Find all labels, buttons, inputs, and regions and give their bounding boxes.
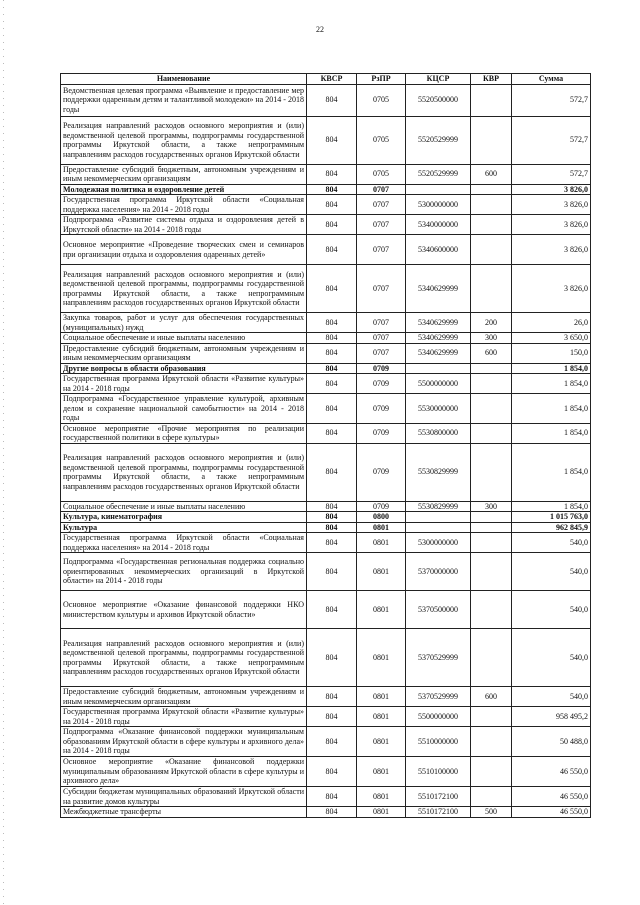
- cell-kvsr: 804: [307, 215, 357, 235]
- cell-kvr: [471, 727, 512, 757]
- cell-sum: 572,7: [512, 84, 591, 116]
- cell-kcsr: 5370500000: [406, 591, 471, 629]
- cell-kvsr: 804: [307, 757, 357, 787]
- cell-kvr: 600: [471, 164, 512, 184]
- cell-kvr: [471, 363, 512, 374]
- cell-rzpr: 0709: [357, 501, 406, 512]
- table-row: [61, 501, 591, 512]
- cell-kvr: [471, 553, 512, 591]
- cell-kvsr: 804: [307, 501, 357, 512]
- cell-kvr: [471, 394, 512, 424]
- cell-kvr: [471, 443, 512, 501]
- cell-rzpr: 0801: [357, 553, 406, 591]
- cell-sum: 3 826,0: [512, 184, 591, 195]
- cell-kvr: [471, 84, 512, 116]
- cell-name: Предоставление субсидий бюджетным, автономным учреждениям и иным некоммерческим организациям: [61, 687, 307, 707]
- cell-rzpr: 0709: [357, 443, 406, 501]
- cell-kcsr: [406, 512, 471, 523]
- cell-name: Государственная программа Иркутской области «Социальная поддержка населения» на 2014 - 2018 годы: [61, 533, 307, 553]
- table-row: [61, 512, 591, 523]
- cell-kvsr: 804: [307, 423, 357, 443]
- cell-name: Молодежная политика и оздоровление детей: [61, 184, 307, 195]
- table-header-row: [61, 74, 591, 85]
- cell-kvr: 500: [471, 807, 512, 818]
- cell-sum: 1 854,0: [512, 374, 591, 394]
- cell-kvsr: 804: [307, 164, 357, 184]
- table-row: [61, 313, 591, 333]
- table-row: [61, 787, 591, 807]
- cell-rzpr: 0705: [357, 116, 406, 164]
- cell-kvsr: 804: [307, 687, 357, 707]
- cell-kvsr: 804: [307, 333, 357, 344]
- table-row: [61, 343, 591, 363]
- table-row: [61, 215, 591, 235]
- cell-kvsr: 804: [307, 591, 357, 629]
- cell-name: Субсидии бюджетам муниципальных образований Иркутской области на развитие домов культуры: [61, 787, 307, 807]
- table-row: [61, 591, 591, 629]
- cell-kvsr: 804: [307, 522, 357, 533]
- cell-kcsr: 5500000000: [406, 374, 471, 394]
- cell-rzpr: 0707: [357, 343, 406, 363]
- cell-kcsr: 5500000000: [406, 707, 471, 727]
- cell-kvr: 600: [471, 687, 512, 707]
- cell-kvsr: 804: [307, 116, 357, 164]
- cell-sum: 540,0: [512, 553, 591, 591]
- cell-kvsr: 804: [307, 343, 357, 363]
- cell-kcsr: 5510000000: [406, 727, 471, 757]
- cell-kvr: [471, 184, 512, 195]
- table-row: [61, 195, 591, 215]
- table-body: [61, 84, 591, 817]
- cell-kvr: [471, 787, 512, 807]
- cell-name: Государственная программа Иркутской области «Развитие культуры» на 2014 - 2018 годы: [61, 374, 307, 394]
- cell-kvr: [471, 423, 512, 443]
- cell-kvr: [471, 512, 512, 523]
- page-number: 22: [316, 25, 324, 34]
- cell-name: Предоставление субсидий бюджетным, автономным учреждениям и иным некоммерческим организациям: [61, 343, 307, 363]
- cell-kvr: [471, 374, 512, 394]
- table-row: [61, 116, 591, 164]
- cell-name: Основное мероприятие «Проведение творческих смен и семинаров при организации отдыха и оздоровления одаренных детей»: [61, 235, 307, 265]
- cell-kcsr: 5340629999: [406, 265, 471, 313]
- cell-name: Подпрограмма «Развитие системы отдыха и оздоровления детей в Иркутской области» на 2014 - 2018 годы: [61, 215, 307, 235]
- cell-kcsr: 5370529999: [406, 629, 471, 687]
- cell-rzpr: 0707: [357, 265, 406, 313]
- cell-rzpr: 0709: [357, 394, 406, 424]
- cell-kvsr: 804: [307, 313, 357, 333]
- cell-sum: 1 854,0: [512, 363, 591, 374]
- cell-kvsr: 804: [307, 512, 357, 523]
- cell-kvr: [471, 591, 512, 629]
- cell-kvsr: 804: [307, 235, 357, 265]
- header-rzpr: РзПР: [357, 74, 406, 85]
- cell-sum: 3 826,0: [512, 235, 591, 265]
- cell-rzpr: 0707: [357, 195, 406, 215]
- cell-kvsr: 804: [307, 807, 357, 818]
- cell-rzpr: 0801: [357, 807, 406, 818]
- cell-sum: 50 488,0: [512, 727, 591, 757]
- cell-kcsr: 5530829999: [406, 443, 471, 501]
- cell-kcsr: 5530800000: [406, 423, 471, 443]
- cell-rzpr: 0705: [357, 164, 406, 184]
- cell-kvsr: 804: [307, 374, 357, 394]
- cell-kcsr: 5530000000: [406, 394, 471, 424]
- cell-sum: 3 650,0: [512, 333, 591, 344]
- cell-kvsr: 804: [307, 394, 357, 424]
- table-row: [61, 164, 591, 184]
- cell-rzpr: 0801: [357, 687, 406, 707]
- cell-kcsr: 5340600000: [406, 235, 471, 265]
- cell-sum: 46 550,0: [512, 807, 591, 818]
- cell-kvr: 300: [471, 501, 512, 512]
- table-row: [61, 707, 591, 727]
- cell-sum: 46 550,0: [512, 757, 591, 787]
- table-row: [61, 423, 591, 443]
- cell-name: Реализация направлений расходов основного мероприятия и (или) ведомственной целевой программы, подпрограммы государственной программы Иркутской области, а также непрограммным направлениям расходов государственных органов Иркутской области: [61, 265, 307, 313]
- header-kvr: КВР: [471, 74, 512, 85]
- table-row: [61, 522, 591, 533]
- cell-sum: 3 826,0: [512, 195, 591, 215]
- cell-kvsr: 804: [307, 195, 357, 215]
- cell-kcsr: 5530829999: [406, 501, 471, 512]
- table-row: [61, 807, 591, 818]
- cell-kvr: [471, 629, 512, 687]
- cell-name: Социальное обеспечение и иные выплаты населению: [61, 501, 307, 512]
- cell-kvr: [471, 235, 512, 265]
- cell-name: Основное мероприятие «Оказание финансовой поддержки НКО министерством культуры и архивов Иркутской области»: [61, 591, 307, 629]
- cell-kcsr: 5370000000: [406, 553, 471, 591]
- table-row: [61, 184, 591, 195]
- cell-name: Социальное обеспечение и иные выплаты населению: [61, 333, 307, 344]
- scan-edge-dots: [3, 0, 4, 905]
- cell-kcsr: [406, 363, 471, 374]
- cell-kvsr: 804: [307, 265, 357, 313]
- cell-kcsr: 5510100000: [406, 757, 471, 787]
- cell-rzpr: 0707: [357, 313, 406, 333]
- cell-kvr: 600: [471, 343, 512, 363]
- cell-sum: 1 015 763,0: [512, 512, 591, 523]
- cell-rzpr: 0709: [357, 374, 406, 394]
- cell-rzpr: 0709: [357, 363, 406, 374]
- table-row: [61, 235, 591, 265]
- cell-kcsr: 5340629999: [406, 313, 471, 333]
- cell-kcsr: 5510172100: [406, 787, 471, 807]
- cell-sum: 46 550,0: [512, 787, 591, 807]
- cell-kcsr: 5340629999: [406, 343, 471, 363]
- cell-rzpr: 0707: [357, 215, 406, 235]
- cell-kvsr: 804: [307, 707, 357, 727]
- cell-kvsr: 804: [307, 629, 357, 687]
- table-row: [61, 553, 591, 591]
- cell-kcsr: 5520529999: [406, 116, 471, 164]
- cell-rzpr: 0707: [357, 333, 406, 344]
- header-kcsr: КЦСР: [406, 74, 471, 85]
- cell-sum: 962 845,9: [512, 522, 591, 533]
- table-row: [61, 687, 591, 707]
- cell-kvsr: 804: [307, 787, 357, 807]
- cell-kvsr: 804: [307, 727, 357, 757]
- cell-name: Основное мероприятие «Прочие мероприятия по реализации государственной политики в сфере культуры»: [61, 423, 307, 443]
- cell-sum: 1 854,0: [512, 501, 591, 512]
- cell-sum: 540,0: [512, 629, 591, 687]
- cell-kvsr: 804: [307, 553, 357, 591]
- cell-name: Реализация направлений расходов основного мероприятия и (или) ведомственной целевой программы, подпрограммы государственной программы Иркутской области, а также непрограммным направлениям расходов государственных органов Иркутской области: [61, 116, 307, 164]
- cell-kvsr: 804: [307, 443, 357, 501]
- cell-kcsr: 5340629999: [406, 333, 471, 344]
- table-row: [61, 374, 591, 394]
- cell-sum: 3 826,0: [512, 215, 591, 235]
- cell-sum: 540,0: [512, 591, 591, 629]
- table-row: [61, 363, 591, 374]
- cell-kvsr: 804: [307, 184, 357, 195]
- table-row: [61, 629, 591, 687]
- cell-kcsr: 5370529999: [406, 687, 471, 707]
- cell-kcsr: [406, 522, 471, 533]
- cell-kcsr: 5300000000: [406, 533, 471, 553]
- cell-name: Реализация направлений расходов основного мероприятия и (или) ведомственной целевой программы, подпрограммы государственной программы Иркутской области, а также непрограммным направлениям расходов государственных органов Иркутской области: [61, 629, 307, 687]
- cell-rzpr: 0800: [357, 512, 406, 523]
- cell-rzpr: 0801: [357, 533, 406, 553]
- cell-sum: 540,0: [512, 687, 591, 707]
- table-row: [61, 757, 591, 787]
- cell-sum: 1 854,0: [512, 394, 591, 424]
- cell-name: Межбюджетные трансферты: [61, 807, 307, 818]
- cell-kvr: [471, 195, 512, 215]
- cell-name: Основное мероприятие «Оказание финансовой поддержки муниципальным образованиям Иркутской области в сфере культуры и архивного дела»: [61, 757, 307, 787]
- cell-sum: 1 854,0: [512, 423, 591, 443]
- cell-kcsr: 5520529999: [406, 164, 471, 184]
- header-sum: Сумма: [512, 74, 591, 85]
- table-row: [61, 443, 591, 501]
- cell-sum: 26,0: [512, 313, 591, 333]
- cell-rzpr: 0801: [357, 629, 406, 687]
- table-row: [61, 333, 591, 344]
- cell-kvr: [471, 265, 512, 313]
- cell-rzpr: 0707: [357, 235, 406, 265]
- cell-kvr: [471, 757, 512, 787]
- cell-kvr: 300: [471, 333, 512, 344]
- table-row: [61, 533, 591, 553]
- cell-name: Другие вопросы в области образования: [61, 363, 307, 374]
- cell-rzpr: 0801: [357, 727, 406, 757]
- cell-kvr: [471, 533, 512, 553]
- cell-name: Государственная программа Иркутской области «Развитие культуры» на 2014 - 2018 годы: [61, 707, 307, 727]
- cell-name: Подпрограмма «Государственное управление культурой, архивным делом и сохранение национальной самобытности» на 2014 - 2018 годы: [61, 394, 307, 424]
- table-row: [61, 265, 591, 313]
- cell-sum: 3 826,0: [512, 265, 591, 313]
- header-name: Наименование: [61, 74, 307, 85]
- table-row: [61, 394, 591, 424]
- cell-rzpr: 0705: [357, 84, 406, 116]
- cell-kcsr: 5340000000: [406, 215, 471, 235]
- cell-kvr: [471, 522, 512, 533]
- cell-rzpr: 0801: [357, 757, 406, 787]
- cell-name: Закупка товаров, работ и услуг для обеспечения государственных (муниципальных) нужд: [61, 313, 307, 333]
- cell-name: Подпрограмма «Государственная региональная поддержка социально ориентированных некоммерческих организаций в Иркутской области» на 2014 - 2018 годы: [61, 553, 307, 591]
- cell-rzpr: 0801: [357, 707, 406, 727]
- cell-rzpr: 0709: [357, 423, 406, 443]
- cell-name: Реализация направлений расходов основного мероприятия и (или) ведомственной целевой программы, подпрограммы государственной программы Иркутской области, а также непрограммным направлениям расходов государственных органов Иркутской области: [61, 443, 307, 501]
- cell-kcsr: 5520500000: [406, 84, 471, 116]
- cell-kcsr: 5510172100: [406, 807, 471, 818]
- cell-name: Ведомственная целевая программа «Выявление и предоставление мер поддержки одаренным детям и талантливой молодежи» на 2014 - 2018 годы: [61, 84, 307, 116]
- cell-sum: 572,7: [512, 116, 591, 164]
- cell-kvr: [471, 707, 512, 727]
- cell-sum: 1 854,0: [512, 443, 591, 501]
- budget-table: [60, 73, 591, 818]
- header-kvsr: КВСР: [307, 74, 357, 85]
- cell-name: Культура, кинематография: [61, 512, 307, 523]
- cell-name: Подпрограмма «Оказание финансовой поддержки муниципальным образованиям Иркутской области в сфере культуры и архивного дела» на 2014 - 2018 годы: [61, 727, 307, 757]
- cell-sum: 540,0: [512, 533, 591, 553]
- table-row: [61, 727, 591, 757]
- cell-rzpr: 0707: [357, 184, 406, 195]
- cell-sum: 572,7: [512, 164, 591, 184]
- cell-sum: 958 495,2: [512, 707, 591, 727]
- cell-kvr: [471, 116, 512, 164]
- cell-rzpr: 0801: [357, 787, 406, 807]
- cell-kvr: 200: [471, 313, 512, 333]
- cell-rzpr: 0801: [357, 591, 406, 629]
- cell-name: Предоставление субсидий бюджетным, автономным учреждениям и иным некоммерческим организациям: [61, 164, 307, 184]
- cell-kvr: [471, 215, 512, 235]
- cell-kcsr: [406, 184, 471, 195]
- cell-name: Культура: [61, 522, 307, 533]
- cell-kcsr: 5300000000: [406, 195, 471, 215]
- cell-name: Государственная программа Иркутской области «Социальная поддержка населения» на 2014 - 2018 годы: [61, 195, 307, 215]
- cell-kvsr: 804: [307, 84, 357, 116]
- cell-kvsr: 804: [307, 533, 357, 553]
- cell-sum: 150,0: [512, 343, 591, 363]
- cell-rzpr: 0801: [357, 522, 406, 533]
- cell-kvsr: 804: [307, 363, 357, 374]
- table-row: [61, 84, 591, 116]
